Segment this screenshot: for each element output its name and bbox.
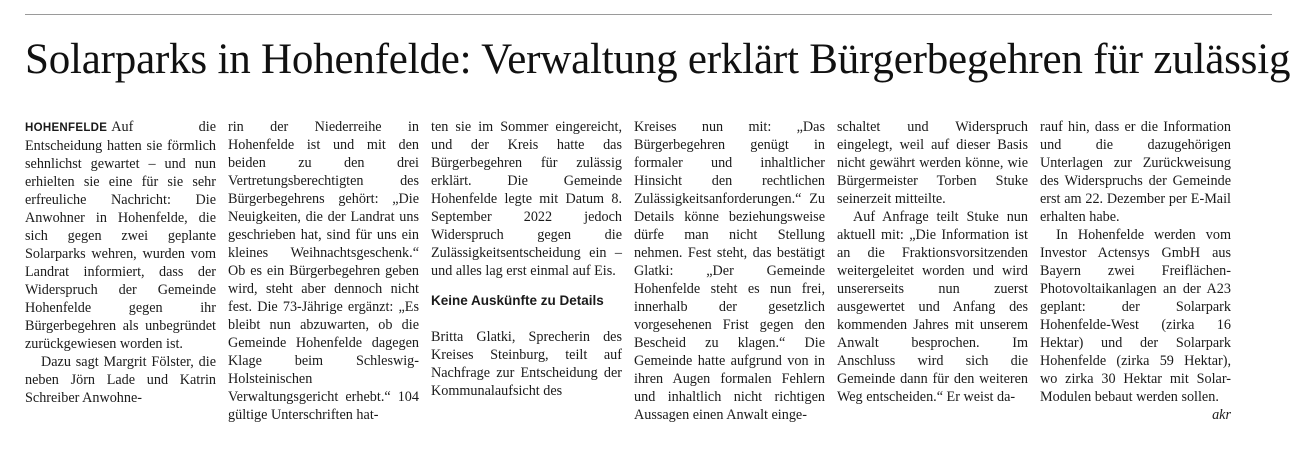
paragraph-5: In Hohenfelde werden vom Investor Actensys GmbH aus Bayern zwei Freiflächen-Photovoltaikanlagen an der A23 geplant: der Solarpark Hohenfelde-West (zirka 16 Hektar) und der Solarpark Hohenfelde (zirka 59 Hektar), wo zirka 30 Hektar mit Solar-Modulen bebaut werden sollen. <box>1040 227 1231 405</box>
paragraph-2-part-2: rin der Niederreihe in Hohenfelde ist und mit den beiden zu den drei Vertretungsberechtigten des Bürgerbegehrens gehört: „Die Neuigkeiten, die der Landrat uns geschrieben hat, sind für uns ein kleines Weihnachtsgeschenk.“ Ob es ein Bürgerbegehren geben wird, steht aber dennoch nicht fest. Die 73-Jährige ergänzt: „Es bleibt nun abzuwarten, ob die Gemeinde Hohenfelde dagegen Klage beim Schleswig-Holsteinischen Verwaltungsgericht erhebt.“ 104 gültige Unterschriften hat- <box>228 119 419 423</box>
paragraph-2-part-1: Dazu sagt Margrit Fölster, die neben Jörn Lade und Katrin Schreiber Anwohne- <box>25 354 216 406</box>
paragraph-2-part-3: ten sie im Sommer eingereicht, und der Kreis hatte das Bürgerbegehren für zulässig erklärt. Die Gemeinde Hohenfelde legte mit Datum 8. September 2022 jedoch Widerspruch gegen die Zulässigkeitsentscheidung ein – und alles lag erst einmal auf Eis. <box>431 119 622 279</box>
article-body <box>25 118 1265 458</box>
paragraph-3-part-2: Kreises nun mit: „Das Bürgerbegehren genügt in formaler und inhaltlicher Hinsicht den rechtlichen Zulässigkeitsanforderungen.“ Zu Details könne beziehungsweise dürfe man nicht Stellung nehmen. Fest steht, das bestätigt Glatki: „Der Gemeinde Hohenfelde steht es nun frei, innerhalb der gesetzlich vorgesehenen Frist gegen den Bescheid zu klagen.“ Die Gemeinde hatte aufgrund von in ihren Augen formalen Fehlern und inhaltlich nicht richtigen Aussagen einen Anwalt einge- <box>634 119 825 423</box>
paragraph-2-full <box>0 0 1 1</box>
column-2 <box>228 118 431 458</box>
paragraph-3-part-3: schaltet und Widerspruch eingelegt, weil auf dieser Basis nicht gewährt werden könne, wie Bürgermeister Torben Stuke seinerzeit mitteilte. <box>837 119 1028 207</box>
column-6 <box>1040 118 1243 458</box>
column-3 <box>431 118 634 458</box>
column-1 <box>25 118 228 458</box>
paragraph-4-part-1: Auf Anfrage teilt Stuke nun aktuell mit: „Die Information ist an die Fraktionsvorsitzenden weitergeleitet worden und wird unsererseits nun zuerst ausgewertet und Anfang des kommenden Jahres mit unserem Anwalt besprochen. Im Anschluss wird sich die Gemeinde dann für den weiteren Weg entscheiden.“ Er weist da- <box>837 209 1028 405</box>
paragraph-3-part-1: Britta Glatki, Sprecherin des Kreises Steinburg, teilt auf Nachfrage zur Entscheidung der Kommunalaufsicht des <box>431 329 622 399</box>
top-rule <box>25 14 1272 15</box>
headline: Solarparks in Hohenfelde: Verwaltung erklärt Bürgerbegehren für zulässig <box>25 36 1291 83</box>
author-initials: akr <box>1212 407 1231 423</box>
subheading: Keine Auskünfte zu Details <box>431 293 604 308</box>
paragraph-4-part-2: rauf hin, dass er die Information und die dazugehörigen Unterlagen zur Zurückweisung des Widerspruchs der Gemeinde erst am 22. Dezember per E-Mail erhalten habe. <box>1040 119 1231 225</box>
column-5 <box>837 118 1040 458</box>
column-4 <box>634 118 837 458</box>
dateline: HOHENFELDE <box>25 122 108 134</box>
paragraph-1: Auf die Entscheidung hatten sie förmlich sehnlichst gewartet – und nun erhielten sie eine für sie sehr erfreuliche Nachricht: Die Anwohner in Hohenfelde, die sich gegen zwei geplante Solarparks wehren, wurden vom Landrat informiert, dass der Widerspruch der Gemeinde Hohenfelde gegen ihr Bürgerbegehren als unbegründet zurückgewiesen worden ist. <box>25 119 216 352</box>
